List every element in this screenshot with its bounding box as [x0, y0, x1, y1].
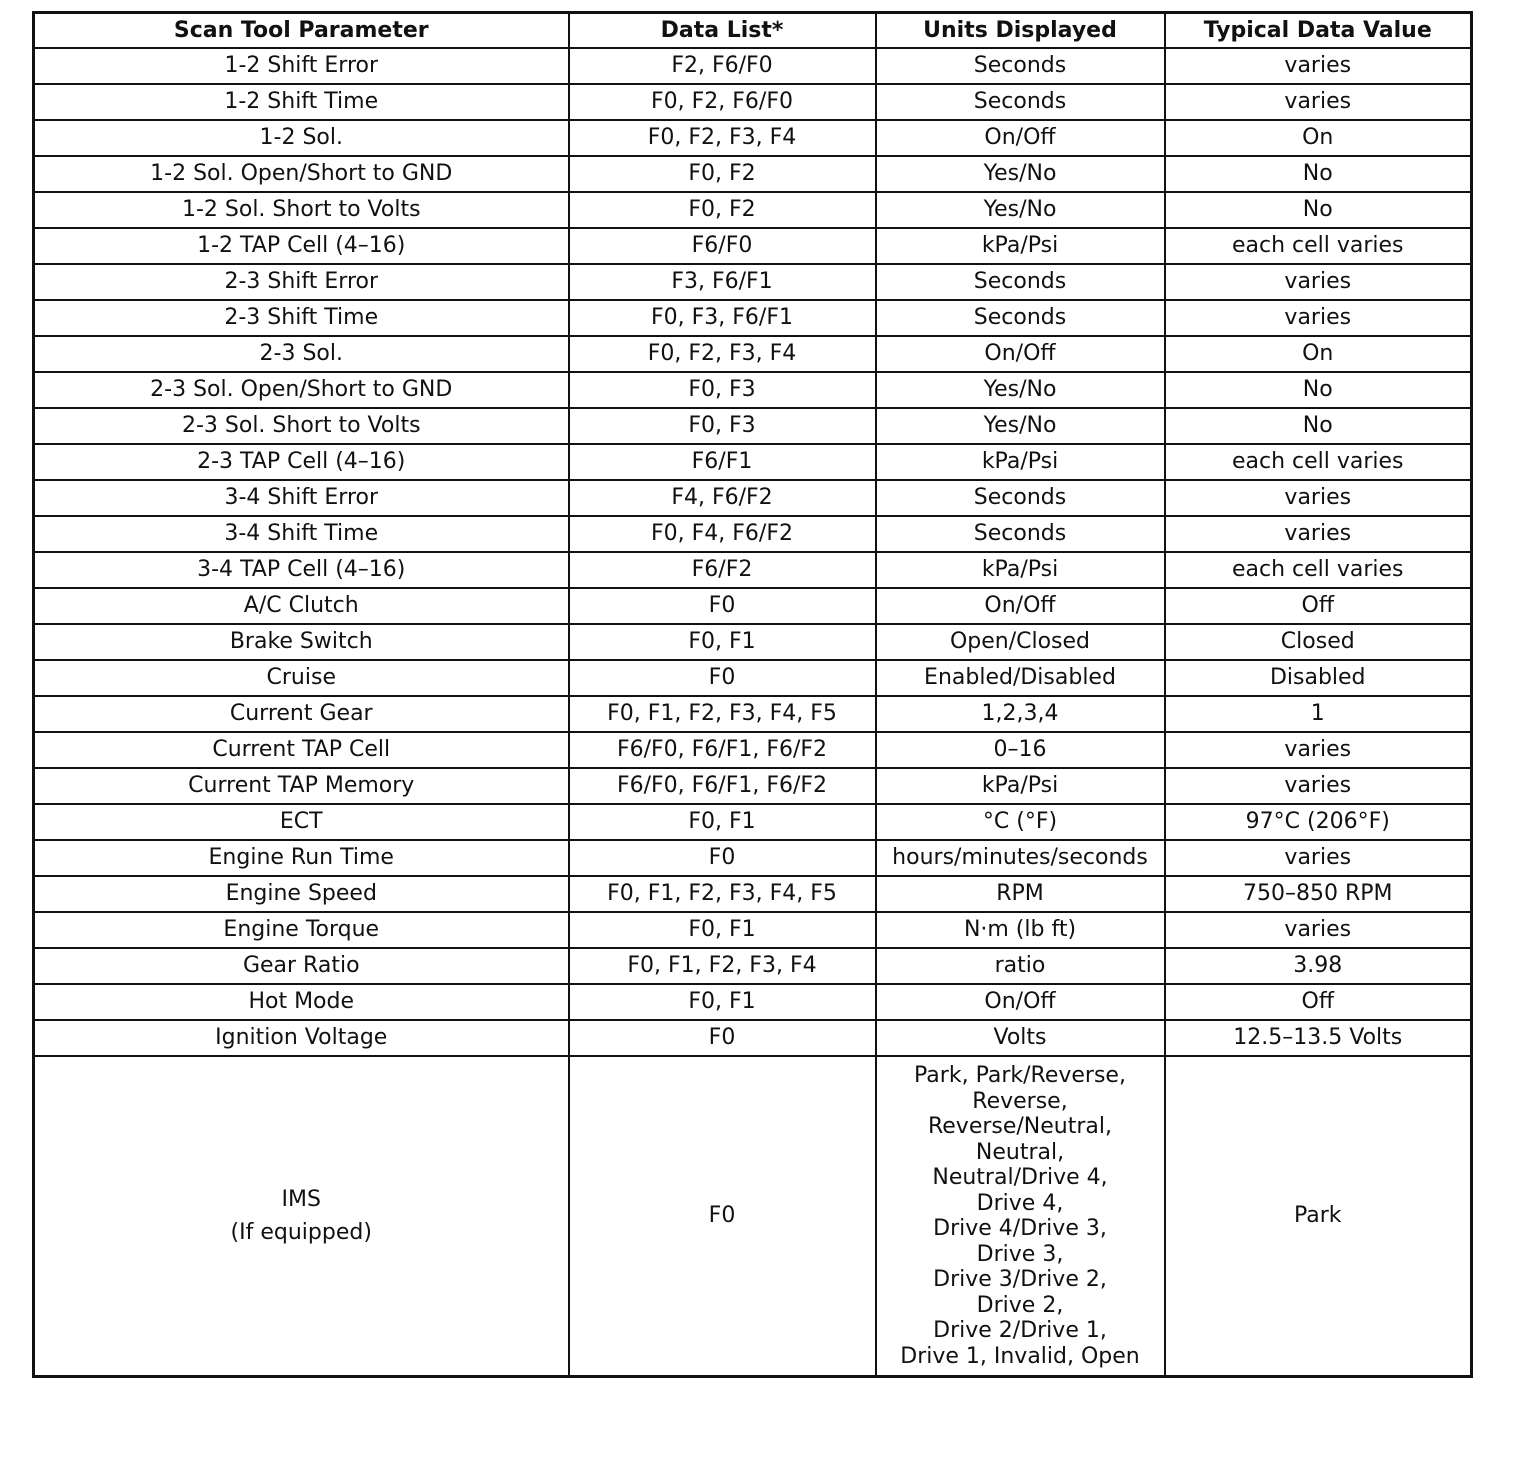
data-list-cell: F0, F3 — [569, 372, 876, 408]
table-row — [34, 732, 1472, 768]
data-list-cell: F4, F6/F2 — [569, 480, 876, 516]
typical-value-cell: varies — [1165, 480, 1472, 516]
table-row — [34, 480, 1472, 516]
table-row — [34, 372, 1472, 408]
units-cell: N·m (lb ft) — [876, 912, 1165, 948]
typical-value-cell: On — [1165, 336, 1472, 372]
data-list-cell: F6/F0, F6/F1, F6/F2 — [569, 732, 876, 768]
table-row — [34, 444, 1472, 480]
typical-value-cell: 750–850 RPM — [1165, 876, 1472, 912]
parameter-cell: Current TAP Cell — [34, 732, 569, 768]
units-cell: Seconds — [876, 516, 1165, 552]
data-list-cell: F0, F2, F6/F0 — [569, 84, 876, 120]
typical-value-cell: 3.98 — [1165, 948, 1472, 984]
table-row — [34, 228, 1472, 264]
parameter-cell: Brake Switch — [34, 624, 569, 660]
typical-value-cell: 12.5–13.5 Volts — [1165, 1020, 1472, 1056]
ims-units-line: Park, Park/Reverse, — [914, 1063, 1126, 1088]
table-row — [34, 120, 1472, 156]
parameter-cell: Engine Speed — [34, 876, 569, 912]
typical-value-cell: No — [1165, 408, 1472, 444]
data-list-cell: F0, F1 — [569, 804, 876, 840]
typical-value-cell: each cell varies — [1165, 552, 1472, 588]
typical-value-cell: Off — [1165, 984, 1472, 1020]
units-cell: Yes/No — [876, 192, 1165, 228]
typical-value-cell: varies — [1165, 768, 1472, 804]
units-cell: On/Off — [876, 984, 1165, 1020]
parameter-cell: Ignition Voltage — [34, 1020, 569, 1056]
table-row — [34, 984, 1472, 1020]
typical-value-cell: 97°C (206°F) — [1165, 804, 1472, 840]
units-cell: Seconds — [876, 300, 1165, 336]
units-cell: Seconds — [876, 48, 1165, 84]
header-scan-tool-parameter: Scan Tool Parameter — [34, 13, 569, 49]
table-row — [34, 516, 1472, 552]
ims-units-cell — [876, 1056, 1165, 1377]
typical-value-cell: 1 — [1165, 696, 1472, 732]
ims-units-line: Drive 3, — [976, 1241, 1064, 1267]
data-list-cell: F0, F2, F3, F4 — [569, 120, 876, 156]
data-list-cell: F0, F1 — [569, 624, 876, 660]
table-row — [34, 840, 1472, 876]
units-cell: Seconds — [876, 264, 1165, 300]
typical-value-cell: varies — [1165, 48, 1472, 84]
table-row — [34, 912, 1472, 948]
parameter-cell: 3-4 Shift Error — [34, 480, 569, 516]
parameter-cell: 2-3 Shift Time — [34, 300, 569, 336]
table-row — [34, 948, 1472, 984]
data-list-cell: F2, F6/F0 — [569, 48, 876, 84]
typical-value-cell: each cell varies — [1165, 228, 1472, 264]
parameter-cell: 1-2 Shift Time — [34, 84, 569, 120]
parameter-cell: 2-3 Shift Error — [34, 264, 569, 300]
units-cell: Enabled/Disabled — [876, 660, 1165, 696]
units-cell: Volts — [876, 1020, 1165, 1056]
ims-parameter-line: (If equipped) — [230, 1220, 372, 1245]
header-row — [34, 13, 1472, 49]
parameter-cell: 3-4 TAP Cell (4–16) — [34, 552, 569, 588]
table-row — [34, 768, 1472, 804]
header-data-list: Data List* — [569, 13, 876, 49]
ims-parameter-cell — [34, 1056, 569, 1377]
table-row — [34, 804, 1472, 840]
parameter-cell: 2-3 Sol. Short to Volts — [34, 408, 569, 444]
table-row — [34, 588, 1472, 624]
parameter-cell: Cruise — [34, 660, 569, 696]
data-list-cell: F0, F1, F2, F3, F4, F5 — [569, 696, 876, 732]
scan-tool-data-table — [32, 11, 1473, 1378]
typical-value-cell: varies — [1165, 264, 1472, 300]
units-cell: kPa/Psi — [876, 228, 1165, 264]
table-row — [34, 300, 1472, 336]
data-list-cell: F0, F4, F6/F2 — [569, 516, 876, 552]
table-row — [34, 876, 1472, 912]
parameter-cell: ECT — [34, 804, 569, 840]
typical-value-cell: varies — [1165, 516, 1472, 552]
units-cell: ratio — [876, 948, 1165, 984]
ims-units-line: Neutral/Drive 4, — [932, 1165, 1108, 1190]
parameter-cell: Hot Mode — [34, 984, 569, 1020]
typical-value-cell: No — [1165, 372, 1472, 408]
parameter-cell: 2-3 Sol. Open/Short to GND — [34, 372, 569, 408]
data-list-cell: F0 — [569, 660, 876, 696]
data-list-cell: F6/F0, F6/F1, F6/F2 — [569, 768, 876, 804]
table-row — [34, 192, 1472, 228]
typical-value-cell: Off — [1165, 588, 1472, 624]
parameter-cell: Engine Run Time — [34, 840, 569, 876]
ims-units-line: Drive 2/Drive 1, — [933, 1318, 1107, 1343]
ims-units-line: Drive 2, — [976, 1292, 1064, 1318]
units-cell: kPa/Psi — [876, 444, 1165, 480]
units-cell: Yes/No — [876, 156, 1165, 192]
units-cell: kPa/Psi — [876, 552, 1165, 588]
data-list-cell: F0, F1 — [569, 912, 876, 948]
table-row — [34, 1020, 1472, 1056]
table-row — [34, 624, 1472, 660]
data-list-cell: F0, F1, F2, F3, F4, F5 — [569, 876, 876, 912]
units-cell: 0–16 — [876, 732, 1165, 768]
parameter-cell: 1-2 Sol. — [34, 120, 569, 156]
typical-value-cell: varies — [1165, 84, 1472, 120]
parameter-cell: 3-4 Shift Time — [34, 516, 569, 552]
units-cell: hours/minutes/seconds — [876, 840, 1165, 876]
parameter-cell: 1-2 Sol. Short to Volts — [34, 192, 569, 228]
data-list-cell: F6/F1 — [569, 444, 876, 480]
data-list-cell: F0, F3 — [569, 408, 876, 444]
parameter-cell: 2-3 Sol. — [34, 336, 569, 372]
table-body — [34, 48, 1472, 1377]
ims-units-line: Reverse, — [972, 1088, 1068, 1114]
data-list-cell: F3, F6/F1 — [569, 264, 876, 300]
typical-value-cell: Disabled — [1165, 660, 1472, 696]
table-row — [34, 156, 1472, 192]
ims-parameter-line: IMS — [281, 1187, 321, 1212]
parameter-cell: Current Gear — [34, 696, 569, 732]
typical-value-cell: No — [1165, 192, 1472, 228]
units-cell: RPM — [876, 876, 1165, 912]
ims-units-line: Drive 4, — [976, 1190, 1064, 1216]
parameter-cell: 1-2 Sol. Open/Short to GND — [34, 156, 569, 192]
typical-value-cell: varies — [1165, 300, 1472, 336]
typical-value-cell: varies — [1165, 732, 1472, 768]
units-cell: 1,2,3,4 — [876, 696, 1165, 732]
table-row — [34, 84, 1472, 120]
ims-units-line: Drive 1, Invalid, Open — [900, 1343, 1140, 1369]
typical-value-cell: No — [1165, 156, 1472, 192]
typical-value-cell: Closed — [1165, 624, 1472, 660]
parameter-cell: Engine Torque — [34, 912, 569, 948]
data-list-cell: F6/F0 — [569, 228, 876, 264]
units-cell: Seconds — [876, 480, 1165, 516]
table-header — [34, 13, 1472, 49]
header-units-displayed: Units Displayed — [876, 13, 1165, 49]
table-row — [34, 264, 1472, 300]
units-cell: On/Off — [876, 588, 1165, 624]
data-list-cell: F0, F2 — [569, 192, 876, 228]
parameter-cell: 1-2 TAP Cell (4–16) — [34, 228, 569, 264]
data-list-cell: F0 — [569, 588, 876, 624]
ims-units-line: Neutral, — [975, 1139, 1065, 1165]
units-cell: Yes/No — [876, 372, 1165, 408]
table-row — [34, 408, 1472, 444]
table-row — [34, 660, 1472, 696]
data-list-cell: F0 — [569, 840, 876, 876]
data-list-cell: F6/F2 — [569, 552, 876, 588]
ims-units-line: Drive 3/Drive 2, — [933, 1267, 1107, 1292]
ims-typical-value-cell: Park — [1165, 1056, 1472, 1377]
units-cell: Yes/No — [876, 408, 1165, 444]
typical-value-cell: On — [1165, 120, 1472, 156]
parameter-cell: 2-3 TAP Cell (4–16) — [34, 444, 569, 480]
typical-value-cell: varies — [1165, 840, 1472, 876]
parameter-cell: Current TAP Memory — [34, 768, 569, 804]
units-cell: °C (°F) — [876, 804, 1165, 840]
table-row-ims — [34, 1056, 1472, 1377]
parameter-cell: A/C Clutch — [34, 588, 569, 624]
ims-units-line: Drive 4/Drive 3, — [933, 1216, 1107, 1241]
data-list-cell: F0, F1, F2, F3, F4 — [569, 948, 876, 984]
units-cell: On/Off — [876, 336, 1165, 372]
data-list-cell: F0 — [569, 1020, 876, 1056]
units-cell: On/Off — [876, 120, 1165, 156]
parameter-cell: 1-2 Shift Error — [34, 48, 569, 84]
units-cell: Seconds — [876, 84, 1165, 120]
ims-data-list-cell: F0 — [569, 1056, 876, 1377]
header-typical-data-value: Typical Data Value — [1165, 13, 1472, 49]
data-list-cell: F0, F2 — [569, 156, 876, 192]
typical-value-cell: each cell varies — [1165, 444, 1472, 480]
table-row — [34, 336, 1472, 372]
ims-units-line: Reverse/Neutral, — [927, 1114, 1113, 1139]
table-row — [34, 696, 1472, 732]
table-row — [34, 48, 1472, 84]
table-row — [34, 552, 1472, 588]
units-cell: Open/Closed — [876, 624, 1165, 660]
data-list-cell: F0, F1 — [569, 984, 876, 1020]
data-list-cell: F0, F3, F6/F1 — [569, 300, 876, 336]
data-list-cell: F0, F2, F3, F4 — [569, 336, 876, 372]
parameter-cell: Gear Ratio — [34, 948, 569, 984]
units-cell: kPa/Psi — [876, 768, 1165, 804]
typical-value-cell: varies — [1165, 912, 1472, 948]
